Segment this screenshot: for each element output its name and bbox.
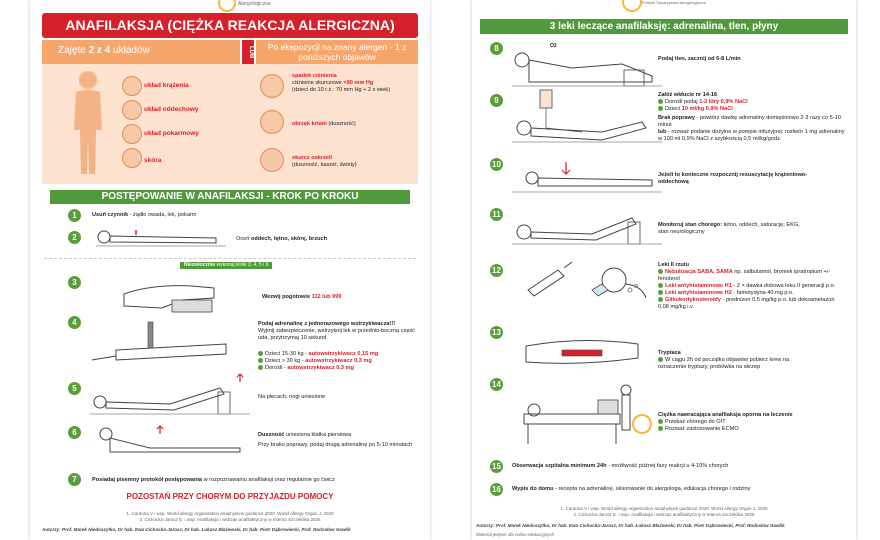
icu-figure	[518, 384, 658, 450]
o2-label: O2	[550, 43, 557, 49]
stomach-icon	[122, 124, 142, 144]
step-9-text: Załóż wkłucie nr 14-16 Dorośli podaj 1-2 litry 0,9% NaCl Dzieci 10 ml/kg 0,9% NaCl Brak poprawy - powtórz dawkę adrenaliny domięśniowo 2-3 razy co 5-10 minut lub - rozważ podanie dożylne w pompie infuzyjnej: roztwór 1 mg adrenaliny w 100 ml 0,9% NaCl z szybkością 0,5 ml/kg/godz.	[658, 92, 845, 142]
cpr-figure	[512, 160, 662, 194]
poster-title: ANAFILAKSJA (CIĘŻKA REAKCJA ALERGICZNA)	[42, 13, 418, 38]
med-item: Leki antyhistaminowe H2 - famotydyna 40 mg p.o.	[658, 290, 844, 297]
symptom-larynx: obrzęk krtani (duszność)	[292, 121, 356, 127]
right-header: 3 leki leczące anafilaksję: adrenalina, tlen, płyny	[480, 19, 848, 34]
logo-icon-right	[622, 0, 642, 12]
step-8-text: Podaj tlen, zacznij od 6-8 L/min	[658, 56, 741, 62]
step-number-6: 6	[68, 426, 81, 439]
step-14-text: Ciężka nawracająca anafilaksja oporna na leczenie Przekaż chorego do OIT Rozważ zastosowanie ECMO	[658, 412, 793, 432]
step-number-5: 5	[68, 382, 81, 395]
lying-patient-figure	[96, 226, 226, 248]
human-body-figure	[68, 68, 108, 178]
step-number-10: 10	[490, 158, 503, 171]
chest-raised-figure	[90, 424, 250, 454]
monitoring-figure	[512, 206, 662, 246]
step-number-15: 15	[490, 460, 503, 473]
patient-oxygen-figure	[512, 46, 662, 88]
system-label-respiratory: układ oddechowy	[144, 106, 199, 113]
step-1-text: Usuń czynnik - żądło owada, lek, pokarm	[92, 212, 197, 218]
dose-list	[258, 351, 418, 372]
step-number-2: 2	[68, 231, 81, 244]
blood-pressure-icon	[260, 74, 284, 98]
step-5-text: Na plecach, nogi uniesione	[258, 394, 326, 400]
step-number-1: 1	[68, 209, 81, 222]
skin-icon	[122, 148, 142, 168]
delay-bar: Niezwłocznie wykonaj kroki 3, 4, 5 i 6	[180, 262, 272, 269]
larynx-icon	[260, 110, 284, 134]
step-number-4: 4	[68, 316, 81, 329]
logo-icon	[218, 0, 236, 12]
criteria-right-text: Po ekspozycji na znany alergen - 1 z poniższych objawów	[267, 42, 407, 62]
authors: Autorzy: Prof. Marek Niedoszytko, Dr hab. Ewa Cichocka-Jarosz, Dr hab. Łukasz Błażewski, Dr hab. Piotr Dąbrowiecki, Prof. Radosław Gawlik	[42, 527, 351, 532]
bronchi-icon	[260, 148, 284, 172]
dose-item: Dzieci 15-30 kg - autowstrzykiwacz 0,15 mg	[258, 351, 418, 358]
step-number-14: 14	[490, 378, 503, 391]
step-2-text: Oceń oddech, tętno, skórę, brzuch	[236, 236, 328, 242]
med-item: Nebulizacja SABA, SAMA np. salbutamol, bromek ipratropium +/- fenoterol	[658, 269, 831, 282]
steps-header: POSTĘPOWANIE W ANAFILAKSJI - KROK PO KROKU	[50, 190, 410, 204]
step-number-8: 8	[490, 42, 503, 55]
step-number-12: 12	[490, 264, 503, 277]
references: 1. Cardona V i wsp. World allergy organization anaphylaxis guidance 2020. World Allergy Organ J. 2020 2. Cichocka-Jarosz E. i wsp. Anafilaksja i wstrząs anafilaktyczny w Interna Szczeklika 2025	[126, 511, 334, 522]
system-label-skin: skóra	[144, 157, 162, 164]
right-poster-page	[472, 0, 856, 540]
step-number-3: 3	[68, 276, 81, 289]
logo-text: Alergologiczne	[238, 1, 271, 7]
step-10-text: Jeżeli to konieczne rozpocznij resuscytację krążeniowo-oddechową	[658, 172, 808, 185]
med-item: Leki antyhistaminowe H1 - 2 × dawka dobowa leku II generacji p.o.	[658, 283, 844, 290]
step-7-text: Posiadaj pisemny protokół postępowania w rozpoznawaniu anafilaksji oraz regularnie go ćwicz	[92, 477, 335, 483]
criteria-lub: LUB	[242, 40, 254, 64]
step-13-text: Tryptaza W ciągu 2h od początku objawów pobierz krew na oznaczenie tryptazy, probówka na skrzep	[658, 350, 790, 370]
system-label-circulation: układ krążenia	[144, 82, 189, 89]
step-11-text: Monitoruj stan chorego: tętno, oddech, saturację, EKG, stan neurologiczny	[658, 222, 800, 235]
step-number-16: 16	[490, 483, 503, 496]
lungs-icon	[122, 100, 142, 120]
legs-raised-figure	[90, 372, 250, 416]
educational-footnote: Materiał jedynie dla celów edukacyjnych	[476, 532, 555, 537]
hand-phone-figure	[122, 278, 222, 316]
iv-drip-figure	[512, 88, 662, 144]
logo-text-right: Polskie Towarzystwo Alergologiczne	[642, 0, 706, 5]
nebulizer-figure	[518, 260, 648, 310]
step-15-text: Obserwacja szpitalna minimum 24h - możliwość późnej fazy reakcji u 4-10% chorych	[512, 463, 729, 469]
references-right: 1. Cardona V i wsp. World allergy organization anaphylaxis guidance 2020. World Allergy Organ J. 2020 2. Cichocka-Jarosz E. i wsp. Anafilaksja i wstrząs anafilaktyczny w Interna Szczeklika 2025	[560, 506, 768, 517]
med-item: Glikokortykosteroidy - prednizon 0,5 mg/kg p.o. lub deksametazon 0,08 mg/kg i.v.	[658, 297, 835, 310]
step-4-text: Podaj adrenalinę z jednorazowego wstrzykiwacza!!! Wyjmij zabezpieczenie, wstrzyknij lek w przednio-boczną część uda, przytrzymaj 10 sekund	[258, 321, 415, 341]
step-number-11: 11	[490, 208, 503, 221]
autoinjector-thigh-figure	[86, 320, 236, 368]
blood-draw-figure	[522, 336, 642, 376]
heart-icon	[122, 76, 142, 96]
step-3-text: Wezwij pogotowie 112 lub 999	[262, 294, 342, 300]
step-number-7: 7	[68, 473, 81, 486]
symptom-bp: spadek ciśnienia ciśnienie skurczowe <90 mm Hg (dzieci do 10 r.ż.: 70 mm Hg + 2 x wiek)	[292, 73, 391, 93]
criteria-left-text: Zajęte 2 z 4 układów	[58, 45, 150, 56]
dose-item: Dorośli - autowstrzykiwacz 0,3 mg	[258, 365, 418, 372]
stay-with-patient-note: POZOSTAŃ PRZY CHORYM DO PRZYJAZDU POMOCY	[126, 492, 334, 501]
left-poster-page	[30, 0, 430, 540]
step-6-text: Duszność uniesiona klatka piersiowa Przy braku poprawy, podaj drugą adrenalinę po 5-10 minutach	[258, 432, 413, 448]
authors-right: Autorzy: Prof. Marek Niedoszytko, Dr hab. Ewa Cichocka-Jarosz, Dr hab. Łukasz Błażewski, Dr hab. Piotr Dąbrowiecki, Prof. Radosław Gawlik	[476, 523, 785, 528]
step-16-text: Wypis do domu - recepta na adrenalinę, skierowanie do alergologa, edukacja chorego i rodziny	[512, 486, 751, 492]
step-12-text: Leki II rzutu Nebulizacja SABA, SAMA np. salbutamol, bromek ipratropium +/- fenoterol Leki antyhistaminowe H1 - 2 × dawka dobowa leku II generacji p.o. Leki antyhistaminowe H2 - famotydyna 40 mg p.o. Glikokortykosteroidy - prednizon 0,5 mg/kg p.o. lub deksametazon 0,08 mg/kg i.v.	[658, 262, 844, 311]
step-number-9: 9	[490, 94, 503, 107]
dose-item: Dzieci > 30 kg - autowstrzykiwacz 0,3 mg	[258, 358, 418, 365]
step-number-13: 13	[490, 326, 503, 339]
divider	[44, 258, 416, 259]
symptom-bronchi: skurcz oskrzeli (duszność, kaszel, świsty)	[292, 155, 357, 168]
system-label-digestive: układ pokarmowy	[144, 130, 199, 137]
